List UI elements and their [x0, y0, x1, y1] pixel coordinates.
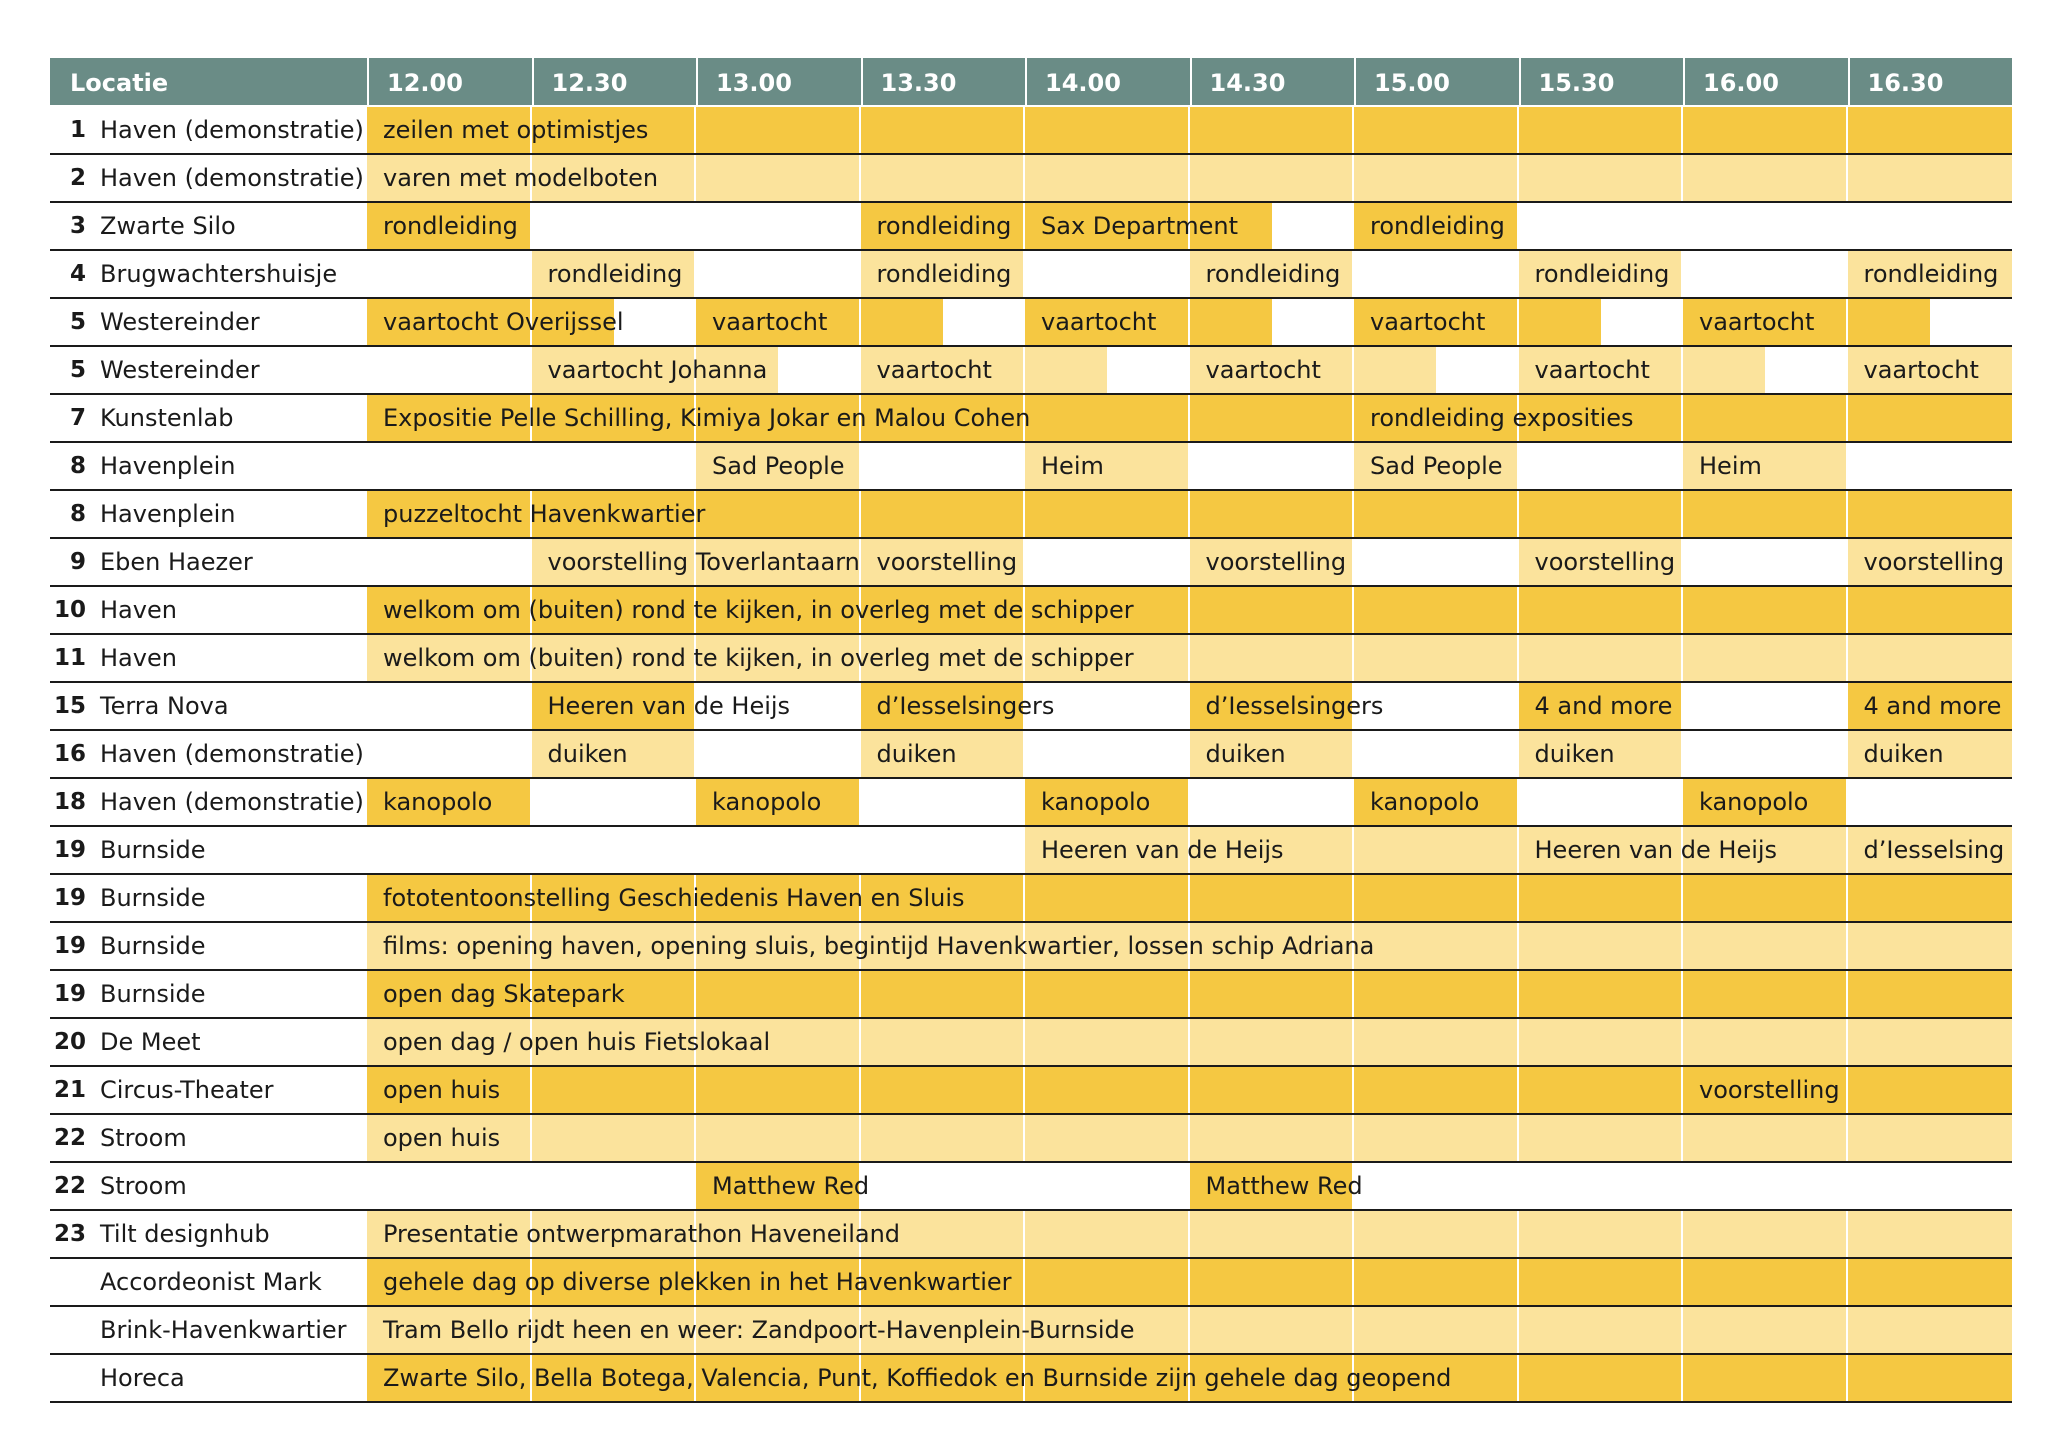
activity-block	[861, 1019, 1026, 1065]
activity-label: vaartocht	[712, 308, 828, 336]
activity-block	[696, 1067, 861, 1113]
activity-label: kanopolo	[712, 788, 822, 816]
header-time: 15.30	[1519, 58, 1684, 105]
activity-label: vaartocht	[1699, 308, 1815, 336]
activity-label: open dag / open huis Fietslokaal	[383, 1028, 771, 1056]
activity-label: kanopolo	[1699, 788, 1809, 816]
activity-label: voorstelling	[1534, 548, 1676, 576]
activity-block	[1848, 491, 2013, 537]
activity-block	[1190, 1307, 1355, 1353]
table-row	[50, 1163, 2012, 1211]
activity-label: voorstelling	[1205, 548, 1347, 576]
activity-block	[1354, 875, 1519, 921]
location-name: Brugwachtershuisje	[100, 260, 338, 288]
activity-block	[1354, 1211, 1519, 1257]
activity-block	[1683, 107, 1848, 153]
activity-label: rondleiding	[876, 260, 1012, 288]
activity-label: puzzeltocht Havenkwartier	[383, 500, 706, 528]
activity-label: open huis	[383, 1124, 501, 1152]
activity-label: Tram Bello rijdt heen en weer: Zandpoort-Havenplein-Burnside	[383, 1316, 1135, 1344]
activity-block	[1025, 875, 1190, 921]
activity-block	[1354, 491, 1519, 537]
activity-block	[1354, 1115, 1519, 1161]
activity-block	[861, 971, 1026, 1017]
activity-label: fototentoonstelling Geschiedenis Haven en Sluis	[383, 884, 965, 912]
activity-block	[1683, 587, 1848, 633]
activity-block	[1025, 107, 1190, 153]
activity-label: duiken	[876, 740, 957, 768]
activity-block	[1190, 491, 1355, 537]
location-number: 3	[69, 213, 86, 239]
location-name: Haven	[100, 596, 177, 624]
activity-block	[861, 1067, 1026, 1113]
activity-label: films: opening haven, opening sluis, begintijd Havenkwartier, lossen schip Adriana	[383, 932, 1375, 960]
location-name: Havenplein	[100, 500, 236, 528]
activity-label: Sax Department	[1041, 212, 1239, 240]
location-number: 19	[53, 981, 86, 1007]
activity-label: welkom om (buiten) rond te kijken, in overleg met de schipper	[383, 596, 1134, 624]
location-name: Westereinder	[100, 308, 260, 336]
table-row	[50, 923, 2012, 971]
location-number: 9	[69, 549, 86, 575]
location-number: 22	[53, 1125, 86, 1151]
table-row	[50, 1067, 2012, 1115]
activity-label: Matthew Red	[712, 1172, 870, 1200]
activity-block	[1025, 1115, 1190, 1161]
activity-label: kanopolo	[383, 788, 493, 816]
location-name: Haven (demonstratie)	[100, 740, 364, 768]
location-number: 5	[69, 357, 86, 383]
table-row	[50, 251, 2012, 299]
activity-label: rondleiding	[876, 212, 1012, 240]
table-row	[50, 827, 2012, 875]
location-number: 18	[53, 789, 86, 815]
activity-block	[1519, 1307, 1684, 1353]
location-number: 15	[53, 693, 86, 719]
header-time: 14.00	[1025, 58, 1190, 105]
location-name: Circus-Theater	[100, 1076, 274, 1104]
location-name: Horeca	[100, 1364, 185, 1392]
location-name: Westereinder	[100, 356, 260, 384]
table-row	[50, 779, 2012, 827]
activity-block	[861, 155, 1026, 201]
activity-block	[532, 1067, 697, 1113]
activity-block	[1354, 1307, 1519, 1353]
activity-block	[696, 491, 861, 537]
header-time: 15.00	[1354, 58, 1519, 105]
location-name: Haven	[100, 644, 177, 672]
activity-block	[861, 299, 943, 345]
location-number	[50, 1355, 86, 1401]
location-name: Havenplein	[100, 452, 236, 480]
location-number: 1	[69, 117, 86, 143]
activity-block	[1519, 1019, 1684, 1065]
activity-label: open dag Skatepark	[383, 980, 625, 1008]
activity-block	[532, 1115, 697, 1161]
activity-label: d’Iesselsing	[1863, 836, 2005, 864]
activity-label: rondleiding	[547, 260, 683, 288]
table-row	[50, 155, 2012, 203]
activity-block	[1025, 155, 1190, 201]
location-name: Brink-Havenkwartier	[100, 1316, 347, 1344]
location-name: Burnside	[100, 932, 206, 960]
location-number: 21	[53, 1077, 86, 1103]
table-row	[50, 731, 2012, 779]
location-name: Zwarte Silo	[100, 212, 236, 240]
activity-label: vaartocht Johanna	[547, 356, 768, 384]
activity-block	[1025, 1067, 1190, 1113]
activity-label: vaartocht Overijssel	[383, 308, 624, 336]
location-name: Kunstenlab	[100, 404, 234, 432]
activity-label: Sad People	[1370, 452, 1503, 480]
location-name: Terra Nova	[100, 692, 229, 720]
activity-block	[1519, 971, 1684, 1017]
activity-label: Zwarte Silo, Bella Botega, Valencia, Punt, Koffiedok en Burnside zijn gehele dag geopend	[383, 1364, 1452, 1392]
activity-block	[1519, 155, 1684, 201]
activity-label: vaartocht	[876, 356, 992, 384]
location-number: 7	[69, 405, 86, 431]
activity-block	[1190, 1115, 1355, 1161]
activity-label: Sad People	[712, 452, 845, 480]
table-row	[50, 1115, 2012, 1163]
activity-block	[1519, 1211, 1684, 1257]
location-name: Haven (demonstratie)	[100, 164, 364, 192]
activity-block	[1190, 1019, 1355, 1065]
activity-block	[1519, 875, 1684, 921]
activity-label: Matthew Red	[1205, 1172, 1363, 1200]
location-number: 16	[53, 741, 86, 767]
table-row	[50, 107, 2012, 155]
table-row	[50, 875, 2012, 923]
activity-block	[1190, 155, 1355, 201]
location-number: 2	[69, 165, 86, 191]
location-number: 11	[53, 645, 86, 671]
location-number: 19	[53, 933, 86, 959]
location-number: 22	[53, 1173, 86, 1199]
header-time: 14.30	[1190, 58, 1355, 105]
activity-block	[1190, 635, 1355, 681]
location-name: Tilt designhub	[100, 1220, 270, 1248]
activity-block	[1683, 491, 1848, 537]
activity-block	[1848, 1259, 2013, 1305]
activity-label: Expositie Pelle Schilling, Kimiya Jokar en Malou Cohen	[383, 404, 1031, 432]
activity-block	[1354, 155, 1519, 201]
activity-label: welkom om (buiten) rond te kijken, in overleg met de schipper	[383, 644, 1134, 672]
table-row	[50, 1355, 2012, 1403]
activity-block	[1848, 1211, 2013, 1257]
activity-block	[1190, 299, 1272, 345]
header-time: 16.00	[1683, 58, 1848, 105]
activity-label: duiken	[1205, 740, 1286, 768]
activity-block	[1025, 1019, 1190, 1065]
activity-block	[1354, 635, 1519, 681]
activity-block	[1848, 971, 2013, 1017]
header-time: 16.30	[1848, 58, 2013, 105]
activity-label: vaartocht	[1370, 308, 1486, 336]
activity-block	[1354, 1067, 1519, 1113]
table-row	[50, 347, 2012, 395]
activity-block	[1848, 1019, 2013, 1065]
table-row	[50, 539, 2012, 587]
activity-label: Heeren van de Heijs	[1041, 836, 1284, 864]
activity-block	[1683, 923, 1848, 969]
activity-block	[1683, 155, 1848, 201]
activity-block	[1683, 1355, 1848, 1401]
activity-block	[1848, 1355, 2013, 1401]
activity-label: vaartocht	[1863, 356, 1979, 384]
activity-block	[1683, 1211, 1848, 1257]
activity-label: voorstelling Toverlantaarn	[547, 548, 860, 576]
location-number: 10	[53, 597, 86, 623]
activity-label: Heim	[1699, 452, 1762, 480]
activity-block	[1354, 971, 1519, 1017]
activity-block	[1519, 107, 1684, 153]
location-name: Burnside	[100, 884, 206, 912]
location-number: 19	[53, 837, 86, 863]
activity-block	[1683, 1019, 1848, 1065]
table-header	[50, 58, 2012, 105]
activity-label: zeilen met optimistjes	[383, 116, 649, 144]
location-name: Burnside	[100, 980, 206, 1008]
activity-block	[1025, 1211, 1190, 1257]
activity-label: rondleiding	[1205, 260, 1341, 288]
header-time: 13.30	[861, 58, 1026, 105]
activity-block	[1848, 875, 2013, 921]
activity-block	[1354, 587, 1519, 633]
activity-block	[1848, 587, 2013, 633]
activity-label: rondleiding	[383, 212, 518, 240]
table-row	[50, 1307, 2012, 1355]
location-number: 20	[53, 1029, 86, 1055]
location-number: 4	[69, 261, 86, 287]
activity-block	[1190, 1259, 1355, 1305]
activity-label: rondleiding	[1863, 260, 1999, 288]
activity-label: duiken	[1863, 740, 1944, 768]
header-location: Locatie	[70, 69, 169, 97]
location-number: 23	[53, 1221, 86, 1247]
activity-block	[1683, 395, 1848, 441]
activity-block	[861, 491, 1026, 537]
activity-block	[696, 155, 861, 201]
activity-label: open huis	[383, 1076, 501, 1104]
activity-label: gehele dag op diverse plekken in het Havenkwartier	[383, 1268, 1012, 1296]
activity-block	[1025, 491, 1190, 537]
activity-block	[1848, 635, 2013, 681]
activity-block	[1519, 1067, 1684, 1113]
activity-label: varen met modelboten	[383, 164, 659, 192]
activity-block	[696, 1115, 861, 1161]
location-name: Stroom	[100, 1124, 187, 1152]
activity-block	[1683, 875, 1848, 921]
activity-block	[696, 971, 861, 1017]
activity-block	[1025, 1259, 1190, 1305]
activity-label: Presentatie ontwerpmarathon Haveneiland	[383, 1220, 901, 1248]
activity-block	[1519, 491, 1684, 537]
activity-block	[861, 1115, 1026, 1161]
table-row	[50, 203, 2012, 251]
location-name: Accordeonist Mark	[100, 1268, 322, 1296]
activity-block	[1190, 1211, 1355, 1257]
activity-block	[1683, 1115, 1848, 1161]
activity-label: voorstelling	[1699, 1076, 1840, 1104]
activity-block	[1519, 1259, 1684, 1305]
activity-block	[1025, 395, 1190, 441]
location-name: Eben Haezer	[100, 548, 253, 576]
activity-block	[1848, 1307, 2013, 1353]
table-row	[50, 971, 2012, 1019]
activity-block	[1683, 971, 1848, 1017]
table-row	[50, 1019, 2012, 1067]
location-name: Haven (demonstratie)	[100, 116, 364, 144]
activity-label: voorstelling	[1863, 548, 2005, 576]
activity-block	[1190, 971, 1355, 1017]
activity-label: rondleiding	[1370, 212, 1505, 240]
activity-block	[1354, 1259, 1519, 1305]
table-row	[50, 443, 2012, 491]
table-row	[50, 635, 2012, 683]
location-name: Haven (demonstratie)	[100, 788, 364, 816]
header-time: 13.00	[696, 58, 861, 105]
location-number: 19	[53, 885, 86, 911]
activity-block	[1190, 107, 1355, 153]
header-time: 12.30	[532, 58, 697, 105]
activity-label: voorstelling	[876, 548, 1018, 576]
table-row	[50, 1211, 2012, 1259]
activity-block	[1190, 1067, 1355, 1113]
activity-block	[1519, 1355, 1684, 1401]
activity-label: rondleiding	[1534, 260, 1670, 288]
activity-block	[1190, 395, 1355, 441]
activity-block	[1519, 923, 1684, 969]
activity-block	[1519, 635, 1684, 681]
activity-label: duiken	[1534, 740, 1615, 768]
activity-block	[1354, 923, 1519, 969]
activity-block	[1190, 875, 1355, 921]
table-row	[50, 683, 2012, 731]
table-row	[50, 395, 2012, 443]
activity-label: duiken	[547, 740, 628, 768]
activity-label: 4 and more	[1534, 692, 1673, 720]
activity-label: rondleiding exposities	[1370, 404, 1634, 432]
activity-label: Heeren van de Heijs	[1534, 836, 1778, 864]
activity-block	[1354, 107, 1519, 153]
location-number	[50, 1259, 86, 1305]
table-row	[50, 299, 2012, 347]
table-row	[50, 1259, 2012, 1307]
activity-block	[1519, 587, 1684, 633]
activity-block	[1848, 1115, 2013, 1161]
activity-block	[1683, 1259, 1848, 1305]
location-number: 8	[69, 501, 86, 527]
activity-block	[1848, 1067, 2013, 1113]
activity-block	[1354, 347, 1436, 393]
activity-block	[1025, 971, 1190, 1017]
activity-block	[861, 107, 1026, 153]
location-number: 5	[69, 309, 86, 335]
table-row	[50, 587, 2012, 635]
activity-block	[1848, 395, 2013, 441]
activity-label: vaartocht	[1534, 356, 1650, 384]
activity-block	[1848, 299, 1930, 345]
activity-label: 4 and more	[1863, 692, 2002, 720]
activity-label: d’Iesselsingers	[876, 692, 1055, 720]
activity-label: Heim	[1041, 452, 1104, 480]
activity-block	[1848, 107, 2013, 153]
activity-label: vaartocht	[1041, 308, 1157, 336]
header-time: 12.00	[367, 58, 532, 105]
activity-block	[1683, 1307, 1848, 1353]
activity-block	[1025, 347, 1107, 393]
activity-label: kanopolo	[1370, 788, 1480, 816]
activity-block	[696, 107, 861, 153]
location-name: De Meet	[100, 1028, 201, 1056]
activity-block	[1683, 347, 1765, 393]
activity-label: d’Iesselsingers	[1205, 692, 1384, 720]
activity-block	[1519, 1115, 1684, 1161]
activity-block	[1190, 587, 1355, 633]
activity-block	[1519, 299, 1601, 345]
location-number: 8	[69, 453, 86, 479]
location-name: Stroom	[100, 1172, 187, 1200]
location-name: Burnside	[100, 836, 206, 864]
activity-block	[1354, 827, 1519, 873]
location-number	[50, 1307, 86, 1353]
table-row	[50, 491, 2012, 539]
activity-label: vaartocht	[1205, 356, 1321, 384]
activity-block	[1848, 923, 2013, 969]
activity-block	[1354, 1019, 1519, 1065]
activity-label: Heeren van de Heijs	[547, 692, 791, 720]
activity-block	[1848, 155, 2013, 201]
activity-label: kanopolo	[1041, 788, 1151, 816]
activity-block	[1683, 635, 1848, 681]
